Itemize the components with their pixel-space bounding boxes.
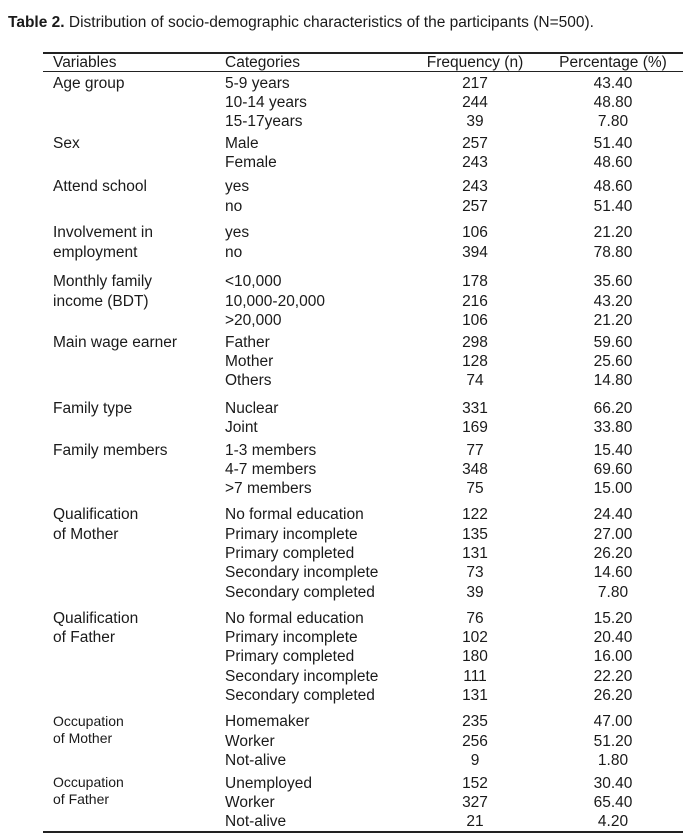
category-cell: yes bbox=[225, 224, 250, 241]
category-cell: >20,000 bbox=[225, 312, 282, 329]
percentage-cell: 59.60 bbox=[593, 334, 633, 351]
frequency-cell: 73 bbox=[466, 564, 484, 581]
table-caption bbox=[8, 14, 594, 32]
frequency-cell: 111 bbox=[463, 668, 487, 685]
variable-label: Involvement in bbox=[53, 224, 153, 241]
category-cell: Female bbox=[225, 154, 277, 171]
frequency-cell: 257 bbox=[462, 135, 488, 152]
variable-label: Family members bbox=[53, 442, 168, 459]
variable-label: Age group bbox=[53, 75, 125, 92]
percentage-cell: 78.80 bbox=[593, 244, 633, 261]
frequency-cell: 9 bbox=[470, 752, 480, 769]
frequency-cell: 106 bbox=[462, 224, 488, 241]
percentage-cell: 27.00 bbox=[593, 526, 633, 543]
variable-label: Family type bbox=[53, 400, 133, 417]
category-cell: Father bbox=[225, 334, 270, 351]
percentage-cell: 43.40 bbox=[593, 75, 633, 92]
percentage-cell: 7.80 bbox=[597, 584, 629, 601]
category-cell: 1-3 members bbox=[225, 442, 317, 459]
category-cell: no bbox=[225, 198, 243, 215]
category-cell: Primary completed bbox=[225, 545, 355, 562]
variable-label: Occupation bbox=[53, 774, 124, 790]
variable-label: Qualification bbox=[53, 506, 139, 523]
category-cell: >7 members bbox=[225, 480, 312, 497]
table-title: Distribution of socio-demographic characteristics of the participants (N=500). bbox=[64, 14, 594, 31]
header-categories: Categories bbox=[225, 54, 300, 71]
variable-label: of Mother bbox=[53, 526, 119, 543]
variable-label: Main wage earner bbox=[53, 334, 178, 351]
header-variables: Variables bbox=[53, 54, 117, 71]
frequency-cell: 131 bbox=[462, 687, 488, 704]
category-cell: Joint bbox=[225, 419, 258, 436]
header-percentage: Percentage (%) bbox=[559, 54, 667, 71]
frequency-cell: 102 bbox=[462, 629, 488, 646]
table-bottom-rule bbox=[43, 831, 683, 833]
category-cell: Others bbox=[225, 372, 272, 389]
frequency-cell: 216 bbox=[462, 293, 488, 310]
frequency-cell: 243 bbox=[462, 154, 488, 171]
percentage-cell: 33.80 bbox=[593, 419, 633, 436]
category-cell: Primary incomplete bbox=[225, 629, 358, 646]
percentage-cell: 51.40 bbox=[593, 135, 633, 152]
percentage-cell: 4.20 bbox=[597, 813, 629, 830]
frequency-cell: 331 bbox=[462, 400, 488, 417]
percentage-cell: 25.60 bbox=[593, 353, 633, 370]
frequency-cell: 327 bbox=[462, 794, 488, 811]
percentage-cell: 22.20 bbox=[593, 668, 633, 685]
percentage-cell: 15.20 bbox=[593, 610, 633, 627]
frequency-cell: 39 bbox=[466, 584, 484, 601]
category-cell: Worker bbox=[225, 733, 275, 750]
percentage-cell: 14.80 bbox=[593, 372, 633, 389]
category-cell: Mother bbox=[225, 353, 274, 370]
percentage-cell: 20.40 bbox=[593, 629, 633, 646]
frequency-cell: 178 bbox=[462, 273, 488, 290]
percentage-cell: 43.20 bbox=[593, 293, 633, 310]
percentage-cell: 24.40 bbox=[593, 506, 633, 523]
category-cell: No formal education bbox=[225, 610, 364, 627]
category-cell: Nuclear bbox=[225, 400, 279, 417]
variable-label: of Father bbox=[53, 791, 110, 807]
category-cell: yes bbox=[225, 178, 250, 195]
frequency-cell: 39 bbox=[466, 113, 484, 130]
category-cell: Not-alive bbox=[225, 752, 287, 769]
frequency-cell: 74 bbox=[466, 372, 484, 389]
variable-label: of Father bbox=[53, 629, 116, 646]
frequency-cell: 76 bbox=[466, 610, 484, 627]
frequency-cell: 128 bbox=[462, 353, 488, 370]
frequency-cell: 122 bbox=[462, 506, 488, 523]
category-cell: Secondary incomplete bbox=[225, 564, 379, 581]
category-cell: 10-14 years bbox=[225, 94, 307, 111]
frequency-cell: 256 bbox=[462, 733, 488, 750]
percentage-cell: 16.00 bbox=[593, 648, 633, 665]
percentage-cell: 47.00 bbox=[593, 713, 633, 730]
variable-label: Sex bbox=[53, 135, 80, 152]
frequency-cell: 243 bbox=[462, 178, 488, 195]
frequency-cell: 348 bbox=[462, 461, 488, 478]
variable-label: of Mother bbox=[53, 730, 113, 746]
variable-label: Qualification bbox=[53, 610, 139, 627]
frequency-cell: 180 bbox=[462, 648, 488, 665]
table-header-rule bbox=[43, 71, 683, 72]
category-cell: Primary completed bbox=[225, 648, 355, 665]
category-cell: no bbox=[225, 244, 243, 261]
variable-label: Monthly family bbox=[53, 273, 153, 290]
category-cell: Worker bbox=[225, 794, 275, 811]
variable-label: Attend school bbox=[53, 178, 147, 195]
percentage-cell: 1.80 bbox=[597, 752, 629, 769]
table-label: Table 2. bbox=[8, 14, 65, 31]
percentage-cell: 7.80 bbox=[597, 113, 629, 130]
percentage-cell: 26.20 bbox=[593, 687, 633, 704]
percentage-cell: 69.60 bbox=[593, 461, 633, 478]
frequency-cell: 394 bbox=[462, 244, 488, 261]
percentage-cell: 26.20 bbox=[593, 545, 633, 562]
percentage-cell: 65.40 bbox=[593, 794, 633, 811]
frequency-cell: 257 bbox=[462, 198, 488, 215]
category-cell: Secondary completed bbox=[225, 687, 375, 704]
frequency-cell: 21 bbox=[466, 813, 484, 830]
frequency-cell: 169 bbox=[462, 419, 488, 436]
percentage-cell: 51.20 bbox=[593, 733, 633, 750]
category-cell: 5-9 years bbox=[225, 75, 290, 92]
frequency-cell: 217 bbox=[462, 75, 488, 92]
percentage-cell: 15.00 bbox=[593, 480, 633, 497]
category-cell: Homemaker bbox=[225, 713, 310, 730]
frequency-cell: 298 bbox=[462, 334, 488, 351]
percentage-cell: 15.40 bbox=[593, 442, 633, 459]
category-cell: No formal education bbox=[225, 506, 364, 523]
percentage-cell: 30.40 bbox=[593, 775, 633, 792]
percentage-cell: 21.20 bbox=[593, 224, 633, 241]
category-cell: 4-7 members bbox=[225, 461, 317, 478]
variable-label: Occupation bbox=[53, 713, 124, 729]
category-cell: Not-alive bbox=[225, 813, 287, 830]
frequency-cell: 106 bbox=[462, 312, 488, 329]
category-cell: Primary incomplete bbox=[225, 526, 358, 543]
percentage-cell: 21.20 bbox=[593, 312, 633, 329]
category-cell: 10,000-20,000 bbox=[225, 293, 325, 310]
category-cell: Unemployed bbox=[225, 775, 313, 792]
percentage-cell: 48.80 bbox=[593, 94, 633, 111]
percentage-cell: 14.60 bbox=[593, 564, 633, 581]
percentage-cell: 48.60 bbox=[593, 154, 633, 171]
category-cell: Male bbox=[225, 135, 259, 152]
percentage-cell: 48.60 bbox=[593, 178, 633, 195]
category-cell: Secondary incomplete bbox=[225, 668, 379, 685]
percentage-cell: 66.20 bbox=[593, 400, 633, 417]
frequency-cell: 235 bbox=[462, 713, 488, 730]
frequency-cell: 244 bbox=[462, 94, 488, 111]
frequency-cell: 75 bbox=[466, 480, 484, 497]
percentage-cell: 51.40 bbox=[593, 198, 633, 215]
header-frequency: Frequency (n) bbox=[426, 54, 524, 71]
percentage-cell: 35.60 bbox=[593, 273, 633, 290]
category-cell: Secondary completed bbox=[225, 584, 375, 601]
category-cell: <10,000 bbox=[225, 273, 282, 290]
frequency-cell: 77 bbox=[466, 442, 484, 459]
variable-label: employment bbox=[53, 244, 138, 261]
frequency-cell: 135 bbox=[462, 526, 488, 543]
category-cell: 15-17years bbox=[225, 113, 303, 130]
variable-label: income (BDT) bbox=[53, 293, 149, 310]
frequency-cell: 131 bbox=[462, 545, 488, 562]
frequency-cell: 152 bbox=[462, 775, 488, 792]
